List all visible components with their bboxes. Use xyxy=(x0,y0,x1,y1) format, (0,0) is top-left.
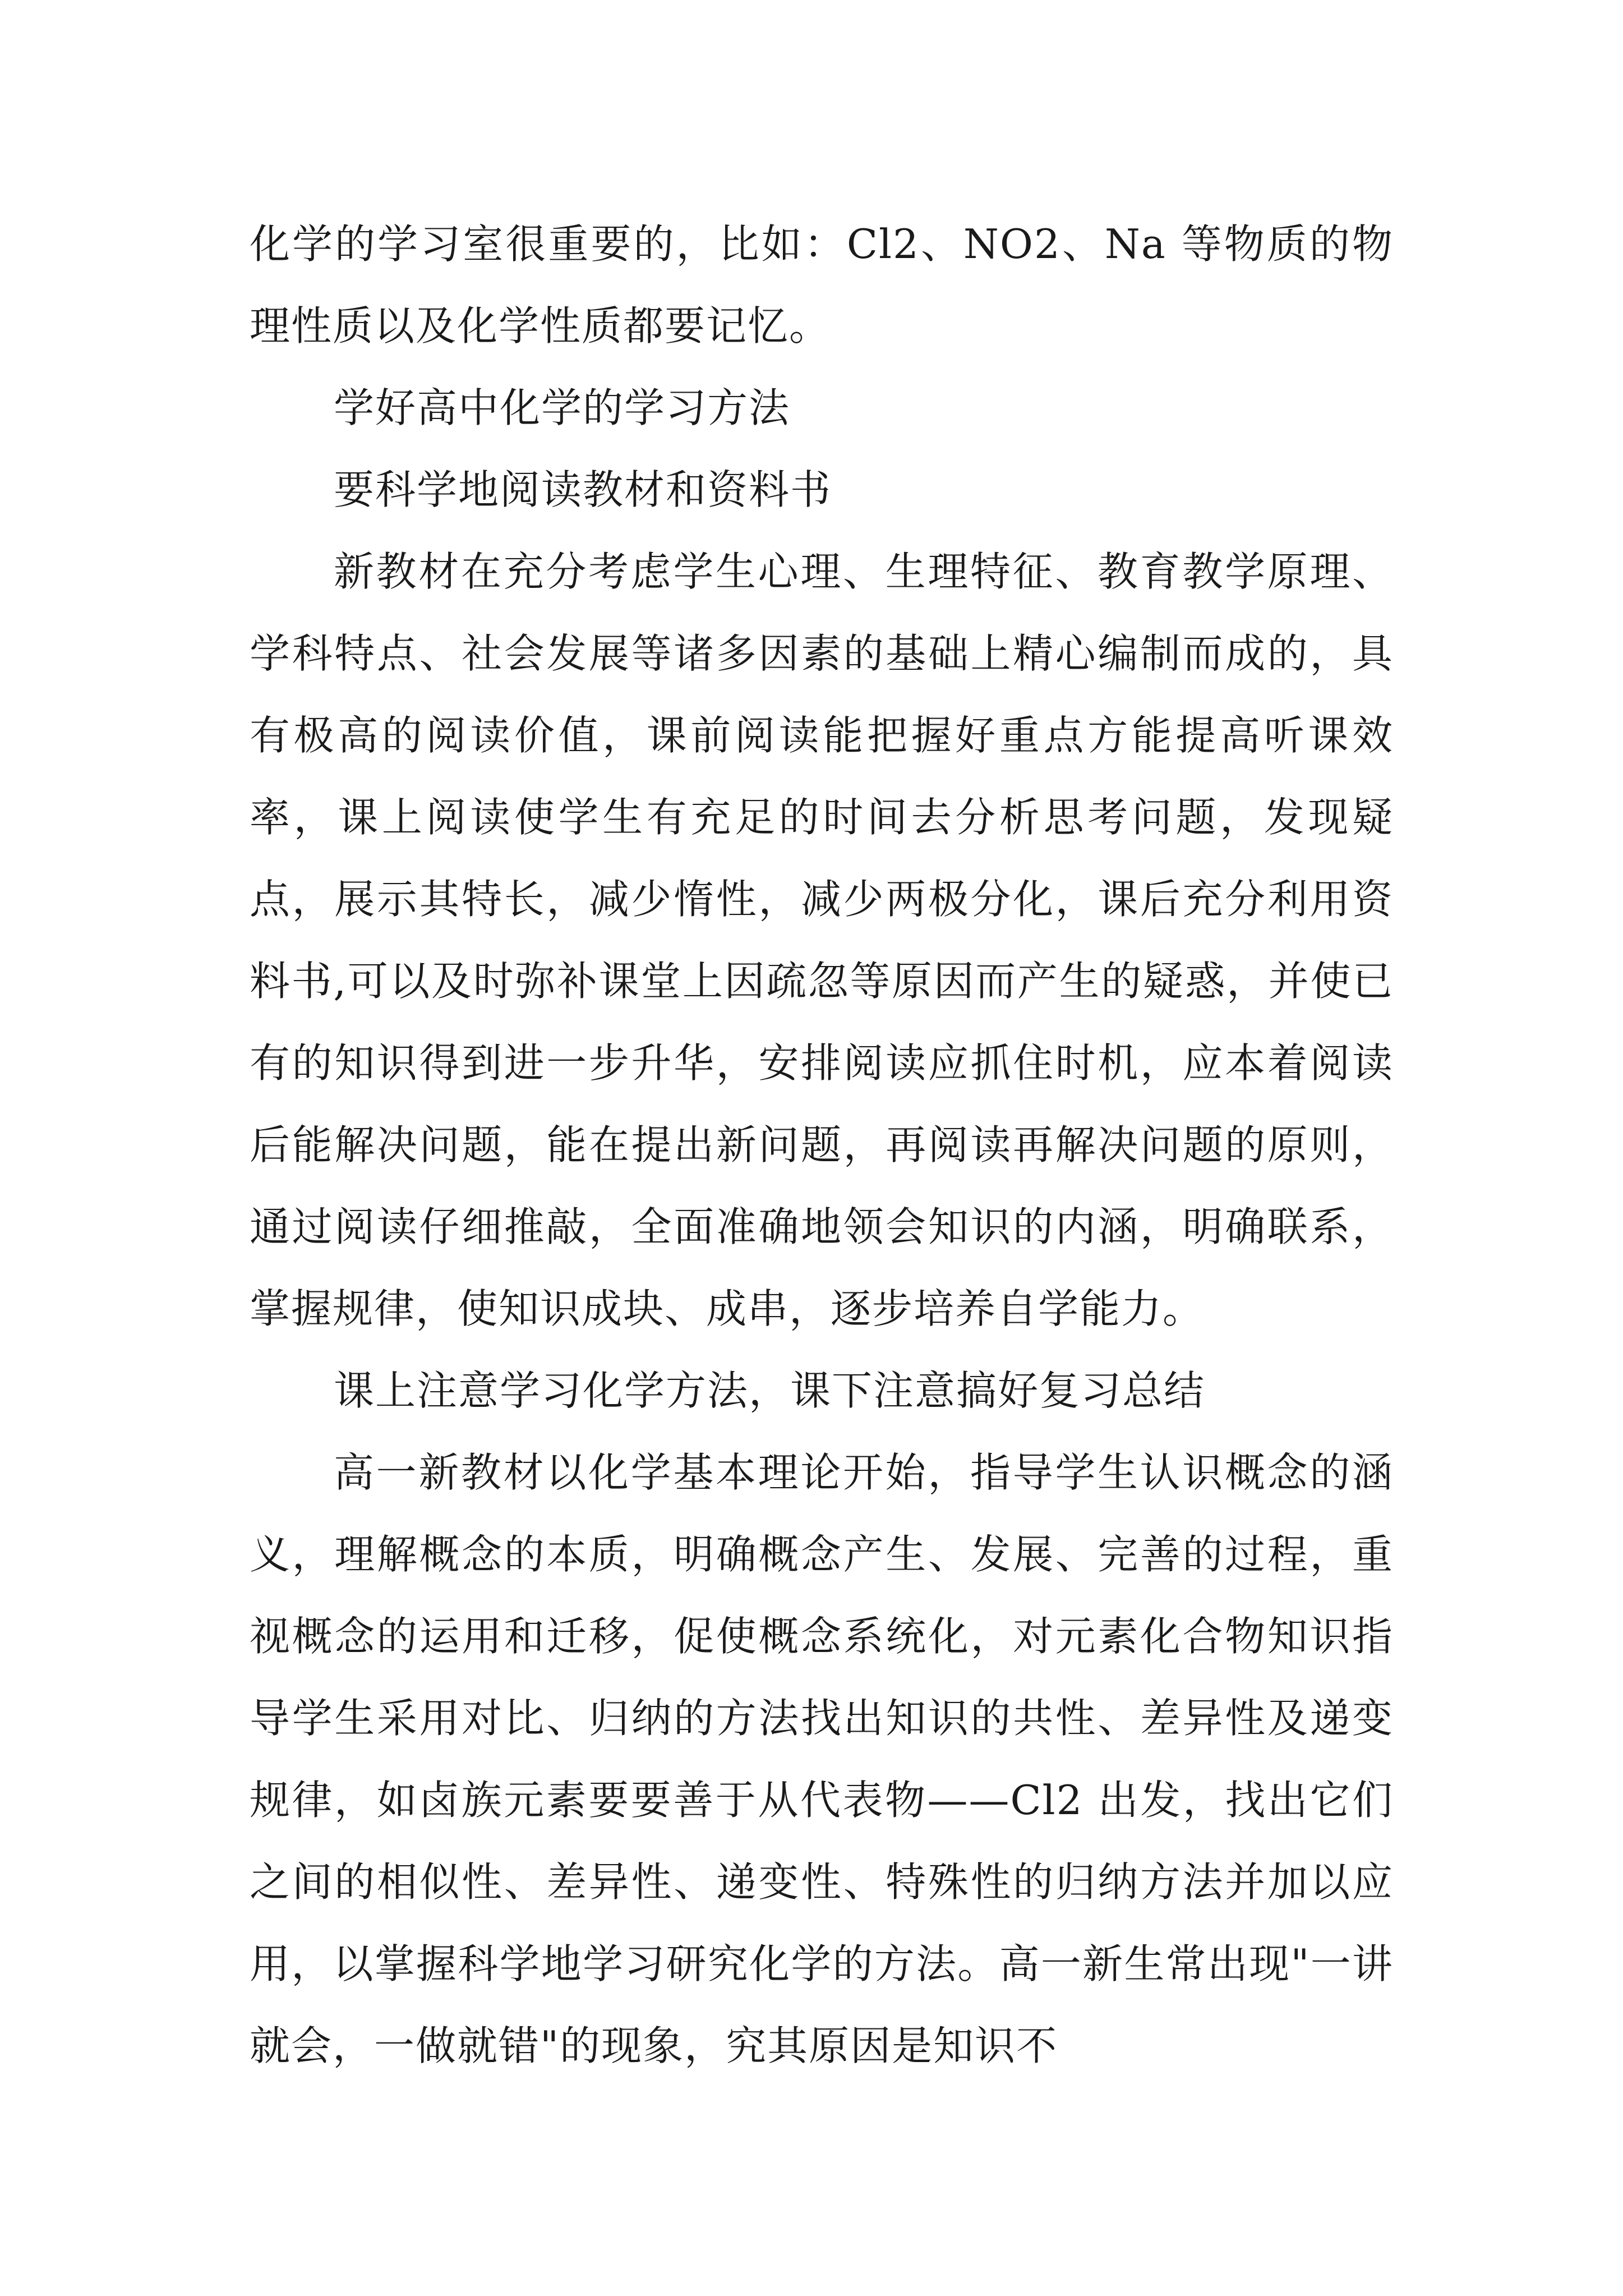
section-heading-study-methods: 学好高中化学的学习方法 xyxy=(334,384,791,431)
section-heading-reading: 要科学地阅读教材和资料书 xyxy=(334,466,832,513)
paragraph-new-textbook: 高一新教材以化学基本理论开始，指导学生认识概念的涵义，理解概念的本质，明确概念产生、发展、完善的过程，重视概念的运用和迁移，促使概念系统化，对元素化合物知识指导学生采用对比、归纳的方法找出知识的共性、差异性及递变规律，如卤族元素要要善于从代表物——Cl2 出发，找出它们之间的相似性、差异性、递变性、特殊性的归纳方法并加以应用，以掌握科学地学习研究化学的方法。高一新生常出现"一讲就会，一做就错"的现象，究其原因是知识不 xyxy=(250,1449,1394,2069)
paragraph-1: 化学的学习室很重要的，比如：Cl2、NO2、Na 等物质的物理性质以及化学性质都要记忆。 xyxy=(250,220,1394,349)
document-body xyxy=(250,203,1394,2087)
paragraph-reading-materials: 新教材在充分考虑学生心理、生理特征、教育教学原理、学科特点、社会发展等诸多因素的基础上精心编制而成的，具有极高的阅读价值，课前阅读能把握好重点方能提高听课效率，课上阅读使学生有充足的时间去分析思考问题，发现疑点，展示其特长，减少惰性，减少两极分化，课后充分利用资料书,可以及时弥补课堂上因疏忽等原因而产生的疑惑，并使已有的知识得到进一步升华，安排阅读应抓住时机，应本着阅读后能解决问题，能在提出新问题，再阅读再解决问题的原则，通过阅读仔细推敲，全面准确地领会知识的内涵，明确联系，掌握规律，使知识成块、成串，逐步培养自学能力。 xyxy=(250,548,1394,1332)
section-heading-class-review: 课上注意学习化学方法，课下注意搞好复习总结 xyxy=(334,1367,1206,1414)
